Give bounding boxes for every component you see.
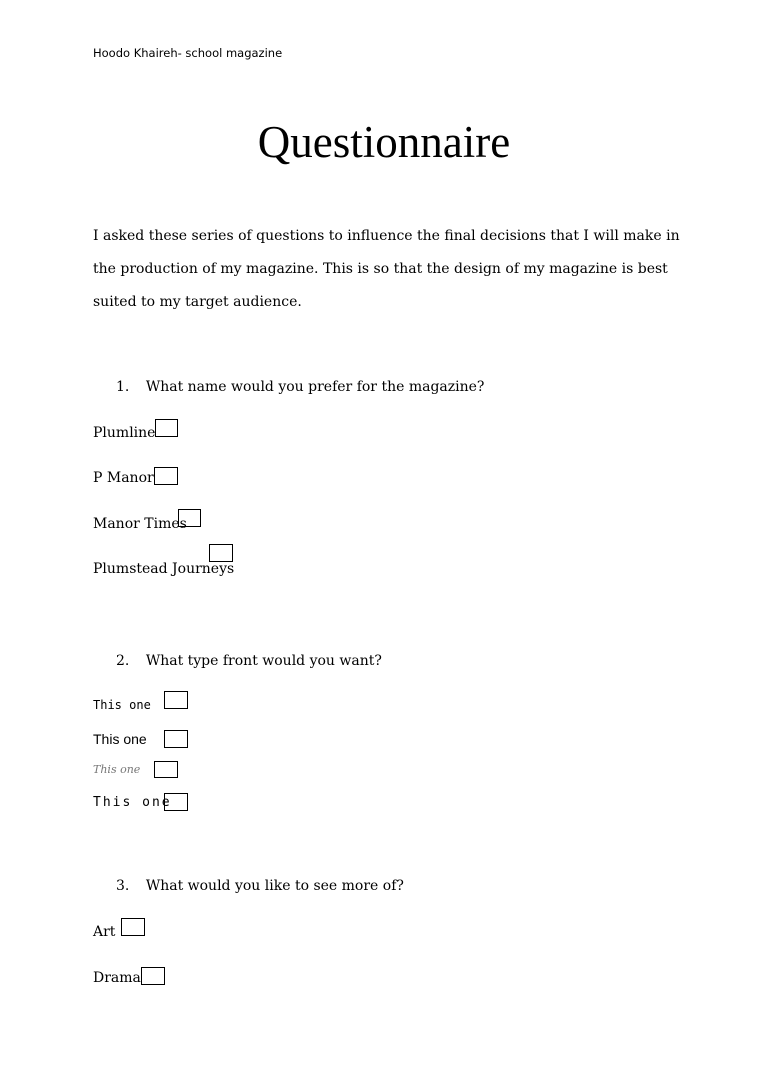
option-art-checkbox[interactable] (121, 918, 145, 936)
question-text: What type front would you want? (145, 653, 382, 669)
question-3 (116, 878, 404, 894)
font-option-3-label: This one (93, 763, 141, 776)
font-option-2-checkbox[interactable] (164, 730, 188, 748)
question-1 (116, 379, 484, 395)
font-option-3-checkbox[interactable] (154, 761, 178, 778)
option-art-label: Art (93, 924, 116, 940)
font-option-2-label: This one (93, 731, 147, 747)
option-manor-times-checkbox[interactable] (178, 509, 201, 527)
font-option-1-checkbox[interactable] (164, 691, 188, 709)
font-option-1-label: This one (93, 698, 151, 712)
page-header: Hoodo Khaireh- school magazine (93, 46, 283, 60)
question-number: 1. (116, 379, 130, 395)
question-2 (116, 653, 382, 669)
option-drama-label: Drama (93, 970, 141, 986)
font-option-4-checkbox[interactable] (164, 793, 188, 811)
option-plumstead-journeys-checkbox[interactable] (209, 544, 233, 562)
option-p-manor-label: P Manor (93, 470, 154, 486)
intro-paragraph: I asked these series of questions to influence the final decisions that I will make in the production of my magazine. This is so that the design of my magazine is best suited to my target audience. (93, 228, 680, 310)
font-option-4-label: This one (93, 795, 172, 810)
question-text: What name would you prefer for the magazine? (145, 379, 485, 395)
option-plumline-label: Plumline (93, 425, 156, 441)
option-plumstead-journeys-label: Plumstead Journeys (93, 561, 235, 577)
question-number: 3. (116, 878, 130, 894)
option-manor-times-label: Manor Times (93, 516, 187, 532)
option-plumline-checkbox[interactable] (155, 419, 178, 437)
option-p-manor-checkbox[interactable] (154, 467, 178, 485)
page-title: Questionnaire (257, 117, 511, 167)
question-number: 2. (116, 653, 130, 669)
option-drama-checkbox[interactable] (141, 967, 165, 985)
question-text: What would you like to see more of? (145, 878, 404, 894)
